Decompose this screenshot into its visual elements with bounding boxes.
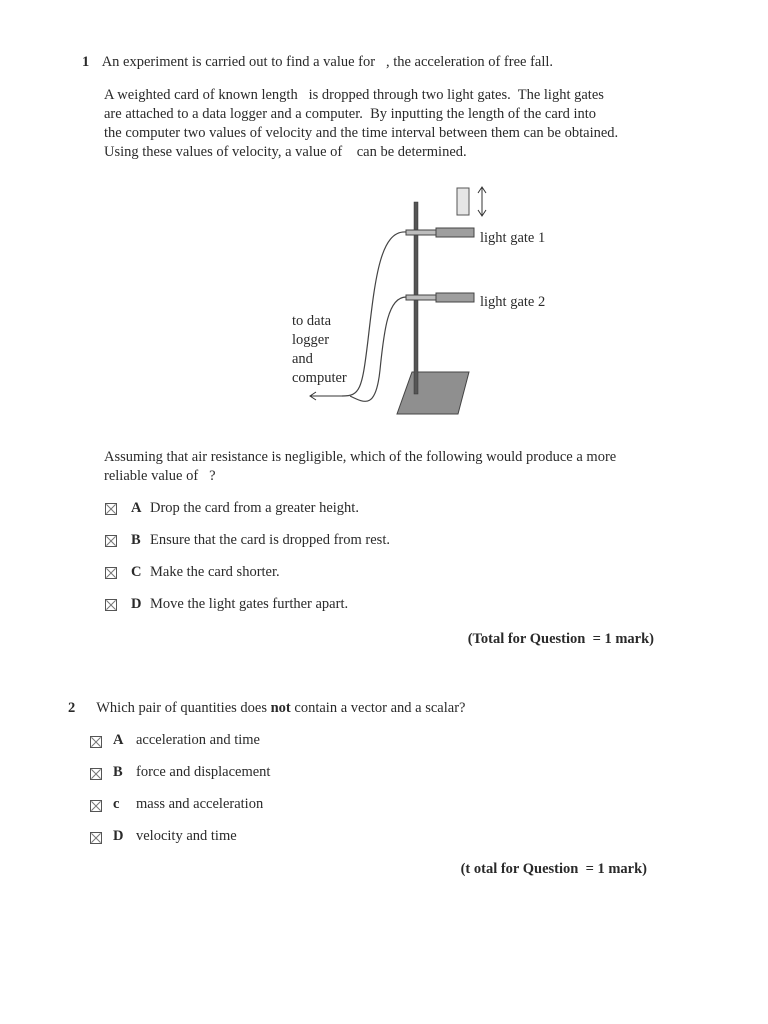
logger-label-line: and [292,351,313,367]
cable-gate-1 [342,232,406,396]
q1-checkbox-b[interactable] [105,535,117,547]
light-gate-1-label: light gate 1 [480,230,546,246]
question-1-stem [82,54,553,71]
option-letter: B [131,532,141,548]
q1-checkbox-a[interactable] [105,503,117,515]
question-1-intro [104,86,618,162]
option-letter: D [131,596,142,612]
option-letter: C [131,564,142,580]
option-text: Make the card shorter. [150,564,280,580]
option-text: velocity and time [136,828,237,844]
option-letter: D [113,828,124,844]
question-2-stem [68,700,465,717]
question-1-number: 1 [82,54,90,70]
cable-gate-2 [350,297,406,401]
light-gate-diagram [280,180,580,420]
q1-checkbox-c[interactable] [105,567,117,579]
length-arrow-icon [478,187,486,216]
option-text: Ensure that the card is dropped from rest. [150,532,390,548]
prompt-line: reliable value of ? [104,468,216,484]
question-2-stem-text: Which pair of quantities does [96,700,271,716]
logger-label-line: to data [292,313,332,329]
logger-label-line: logger [292,332,330,348]
intro-line: Using these values of velocity, a value of can be determined. [104,144,467,160]
weighted-card [457,188,469,215]
option-text: Drop the card from a greater height. [150,500,359,516]
option-text: force and displacement [136,764,271,780]
intro-line: are attached to a data logger and a computer. By inputting the length of the card into [104,106,597,122]
option-text: Move the light gates further apart. [150,596,349,612]
option-letter: c [113,796,120,812]
q1-checkbox-d[interactable] [105,599,117,611]
question-2-total: (t otal for Question = 1 mark) [460,861,647,877]
option-letter: A [113,732,124,748]
option-text: mass and acceleration [136,796,264,812]
question-2-stem-emphasis: not [270,700,291,716]
q2-checkbox-d[interactable] [90,832,102,844]
question-1-prompt [104,448,616,486]
option-letter: A [131,500,142,516]
option-text: acceleration and time [136,732,260,748]
question-1-total: (Total for Question = 1 mark) [467,631,654,647]
question-2-number: 2 [68,700,76,716]
question-2-stem-text-end: contain a vector and a scalar? [290,700,466,716]
stand-base [397,372,469,414]
light-gate-2-label: light gate 2 [480,294,546,310]
question-1-stem-text: An experiment is carried out to find a value for , the acceleration of free fall. [101,54,554,70]
intro-line: A weighted card of known length is dropped through two light gates. The light gates [104,87,604,103]
arrow-left-icon [310,392,342,400]
option-letter: B [113,764,123,780]
logger-label-line: computer [292,370,347,386]
prompt-line: Assuming that air resistance is negligible, which of the following would produce a more [104,449,617,465]
intro-line: the computer two values of velocity and the time interval between them can be obtained. [104,125,619,141]
q2-checkbox-a[interactable] [90,736,102,748]
q2-checkbox-b[interactable] [90,768,102,780]
q2-checkbox-c[interactable] [90,800,102,812]
